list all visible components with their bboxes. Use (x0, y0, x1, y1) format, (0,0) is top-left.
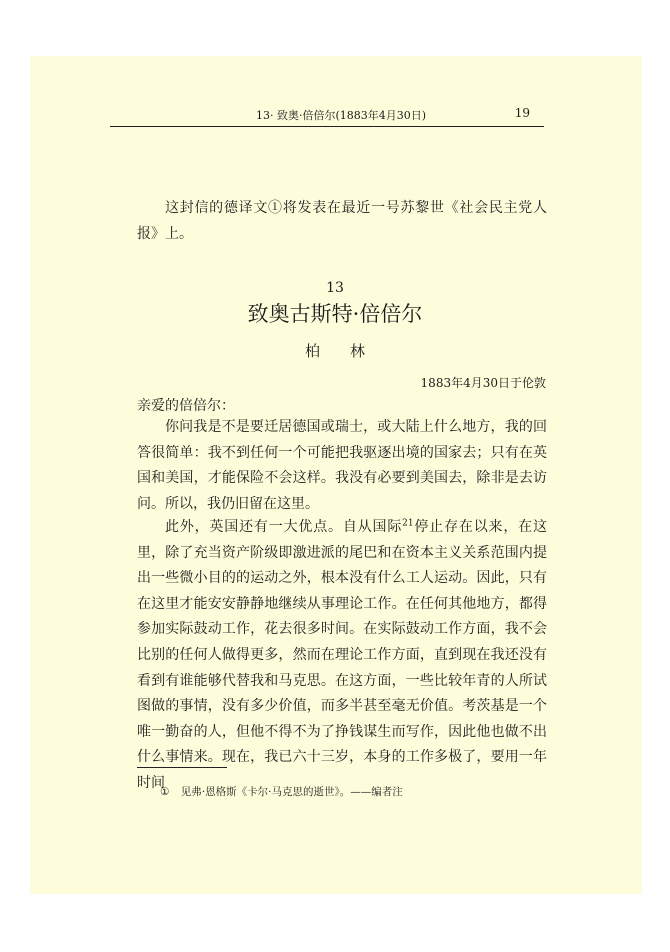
paragraph-2-start: 此外，英国还有一大优点。自从国际 (165, 519, 403, 535)
footnote-marker: ① (160, 786, 170, 798)
running-header (110, 104, 544, 127)
letter-dateline: 1883年4月30日于伦敦 (420, 376, 546, 390)
letter-number: 13 (326, 280, 344, 296)
letter-salutation: 亲爱的倍倍尔： (137, 398, 235, 414)
page-number: 19 (514, 106, 530, 120)
note-reference: 21 (402, 518, 414, 529)
footnote-text: 见弗·恩格斯《卡尔·马克思的逝世》。——编者注 (180, 786, 403, 798)
footnote (160, 784, 403, 799)
paragraph-2-rest: 停止存在以来，在这里，除了充当资产阶级即激进派的尾巴和在资本主义关系范围内提出一些微小目的的运动之外，根本没有什么工人运动。因此，只有在这里才能安安静静地继续从事理论工作。在任何其他地方，都得参加实际鼓动工作，花去很多时间。在实际鼓动工作方面，我不会比别的任何人做得更多，然而在理论工作方面，直到现在我还没有看到有谁能够代替我和马克思。在这方面，一些比较年青的人所试图做的事情，没有多少价值，而多半甚至毫无价值。考茨基是一个唯一勤奋的人，但他不得不为了挣钱谋生而写作，因此他也做不出什么事情来。现在，我已六十三岁，本身的工作多极了，要用一年时间 (137, 519, 548, 791)
footnote-rule (137, 767, 227, 768)
running-title: 13· 致奥·倍倍尔(1883年4月30日) (256, 109, 427, 122)
intro-paragraph: 这封信的德译文①将发表在最近一号苏黎世《社会民主党人报》上。 (137, 200, 547, 242)
letter-title: 致奥古斯特·倍倍尔 (247, 302, 423, 326)
paragraph-1: 你问我是不是要迁居德国或瑞士，或大陆上什么地方，我的回答很简单：我不到任何一个可能把我驱逐出境的国家去；只有在英国和美国，才能保险不会这样。我没有必要到美国去，除非是去访问。所以，我仍旧留在这里。 (137, 419, 547, 512)
paragraph-2 (137, 515, 547, 797)
letter-place: 柏林 (304, 342, 395, 360)
